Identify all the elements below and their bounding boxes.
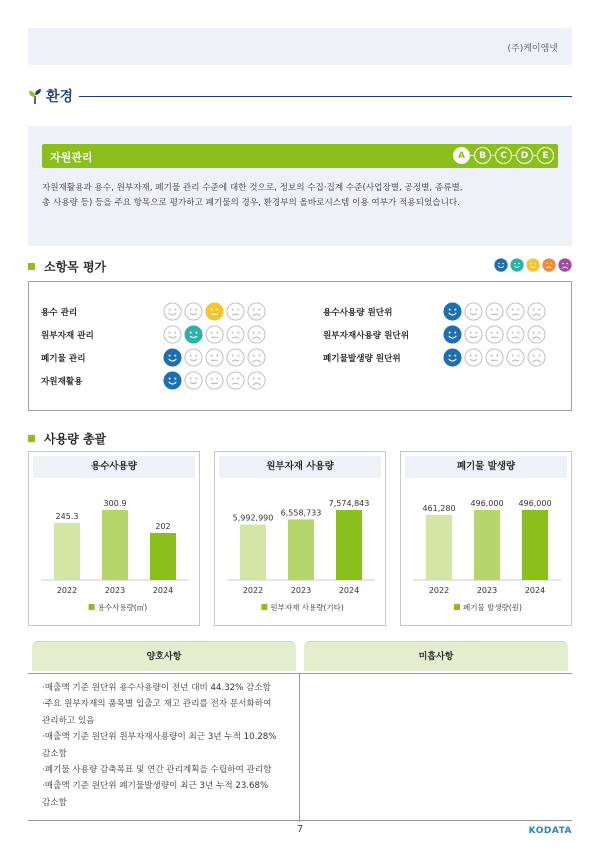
list-item: ·매출액 기준 원단위 용수사용량이 전년 대비 44.32% 감소함 xyxy=(42,683,271,693)
waste-generation-chart xyxy=(401,480,573,626)
legend-swatch xyxy=(89,604,95,610)
rating-faces xyxy=(163,371,268,390)
grade-e: E xyxy=(537,147,554,164)
bullet-square xyxy=(28,263,35,270)
data-label: 300.9 xyxy=(103,499,127,508)
data-label: 5,992,990 xyxy=(232,513,274,523)
unhappy-face-icon xyxy=(506,302,525,321)
evaluation-item-label: 폐기물 관리 xyxy=(41,354,86,364)
sad-face-icon xyxy=(527,348,546,367)
usage-title: 사용량 총괄 xyxy=(44,432,107,446)
list-item: 감소함 xyxy=(42,748,67,759)
sad-face-icon xyxy=(558,258,572,272)
data-label: 6,558,733 xyxy=(280,508,322,518)
water-usage-chart xyxy=(29,480,201,626)
company-name: (주)케이엠넷 xyxy=(507,44,558,54)
data-label: 7,574,843 xyxy=(328,499,370,508)
grade-d: D xyxy=(516,147,533,164)
very-happy-face-icon xyxy=(494,258,508,272)
bar xyxy=(150,533,176,580)
sad-face-icon xyxy=(527,302,546,321)
list-item: ·매출액 기준 원단위 폐기물발생량이 최근 3년 누적 23.68% xyxy=(42,781,269,792)
description-line: 총 사용량 등) 등을 주요 항목으로 평가하고 폐기물의 경우, 환경부의 올바로시스템 이용 여부가 적용되었습니다. xyxy=(42,198,460,208)
section-divider xyxy=(79,96,572,97)
evaluation-box xyxy=(28,281,572,411)
resource-box xyxy=(28,126,572,246)
very-happy-face-icon xyxy=(443,348,462,367)
sad-face-icon xyxy=(247,348,266,367)
unhappy-face-icon xyxy=(542,258,556,272)
face-legend xyxy=(492,258,572,272)
bar xyxy=(54,523,80,580)
kodata-logo: KODATA xyxy=(528,826,572,836)
good-list xyxy=(42,680,298,811)
resource-title-bar xyxy=(42,144,558,168)
evaluation-item-label: 폐기물발생량 원단위 xyxy=(323,354,401,364)
very-happy-face-icon xyxy=(443,302,462,321)
evaluation-item-label: 자원재활용 xyxy=(41,377,83,387)
list-item: ·매출액 기준 원단위 원부자재사용량이 최근 3년 누적 10.28% xyxy=(42,732,277,743)
bar xyxy=(336,510,362,580)
legend-label: 용수사용량(㎥) xyxy=(97,603,148,612)
x-tick-label: 2023 xyxy=(104,586,126,595)
rating-faces xyxy=(163,302,268,321)
rating-faces xyxy=(443,302,548,321)
bar xyxy=(240,525,266,580)
grade-scale xyxy=(453,147,554,164)
grade-a: A xyxy=(453,147,470,164)
unhappy-face-icon xyxy=(226,371,245,390)
data-label: 202 xyxy=(155,522,171,532)
happy-face-icon xyxy=(184,371,203,390)
bar xyxy=(474,510,500,580)
unhappy-face-icon xyxy=(506,325,525,344)
sad-face-icon xyxy=(247,302,266,321)
unhappy-face-icon xyxy=(226,325,245,344)
neutral-face-icon xyxy=(205,302,224,321)
chart-title: 폐기물 발생량 xyxy=(405,456,567,478)
grade-c: C xyxy=(495,147,512,164)
very-happy-face-icon xyxy=(443,325,462,344)
neutral-face-icon xyxy=(205,325,224,344)
unhappy-face-icon xyxy=(226,302,245,321)
legend-label: 원부자재 사용량(기타) xyxy=(270,603,344,612)
list-item: ·주요 원부자재의 품목별 입출고 재고 관리를 전자 문서화하여 xyxy=(42,699,272,710)
poor-header: 미흡사항 xyxy=(304,641,568,671)
evaluation-title: 소항목 평가 xyxy=(44,260,107,274)
section-header xyxy=(28,86,572,106)
very-happy-face-icon xyxy=(163,371,182,390)
sad-face-icon xyxy=(247,371,266,390)
happy-face-icon xyxy=(184,348,203,367)
data-label: 461,280 xyxy=(422,503,456,513)
evaluation-item-label: 원부자재사용량 원단위 xyxy=(323,331,410,341)
x-tick-label: 2022 xyxy=(428,586,450,595)
neutral-face-icon xyxy=(485,348,504,367)
bullet-square xyxy=(28,435,35,442)
evaluation-item-label: 용수 관리 xyxy=(41,308,78,318)
description-line: 자원재활용과 용수, 원부자재, 폐기물 관리 수준에 대한 것으로, 정보의 수집·집계 수준(사업장별, 공정별, 종류별, xyxy=(42,183,463,193)
section-title: 환경 xyxy=(46,89,74,105)
chart-panel-water xyxy=(28,451,200,626)
x-tick-label: 2024 xyxy=(524,586,546,595)
header-bar xyxy=(28,28,572,65)
evaluation-item-label: 원부자재 관리 xyxy=(41,331,94,341)
resource-description xyxy=(42,181,558,211)
chart-title: 용수사용량 xyxy=(33,456,195,478)
neutral-face-icon xyxy=(205,348,224,367)
rating-faces xyxy=(163,348,268,367)
table-body xyxy=(28,673,572,821)
happy-face-icon xyxy=(464,348,483,367)
evaluation-header xyxy=(28,258,106,275)
bar xyxy=(426,515,452,580)
neutral-face-icon xyxy=(526,258,540,272)
rating-faces xyxy=(443,325,548,344)
bar xyxy=(288,519,314,580)
chart-panel-waste xyxy=(400,451,572,626)
happy-face-icon xyxy=(464,302,483,321)
x-tick-label: 2022 xyxy=(56,586,78,595)
grade-b: B xyxy=(474,147,491,164)
bar xyxy=(102,510,128,580)
list-item: 관리하고 있음 xyxy=(42,715,95,726)
sprout-icon xyxy=(28,88,42,104)
unhappy-face-icon xyxy=(226,348,245,367)
usage-header xyxy=(28,430,106,447)
list-item: ·폐기물 사용량 감축목표 및 연간 관리계획을 수립하여 관리함 xyxy=(42,765,272,776)
unhappy-face-icon xyxy=(506,348,525,367)
sad-face-icon xyxy=(527,325,546,344)
page-number: 7 xyxy=(296,824,304,835)
resource-title: 자원관리 xyxy=(50,151,93,164)
x-tick-label: 2023 xyxy=(290,586,312,595)
x-tick-label: 2024 xyxy=(152,586,174,595)
evaluation-item-label: 용수사용량 원단위 xyxy=(323,308,393,318)
legend-label: 폐기물 발생량(원) xyxy=(463,603,522,612)
sad-face-icon xyxy=(247,325,266,344)
legend-swatch xyxy=(261,604,267,610)
neutral-face-icon xyxy=(205,371,224,390)
assessment-table xyxy=(28,641,572,821)
happy-face-icon xyxy=(184,302,203,321)
x-tick-label: 2024 xyxy=(338,586,360,595)
legend-swatch xyxy=(454,604,460,610)
chart-panel-material xyxy=(214,451,386,626)
happy-face-icon xyxy=(510,258,524,272)
bar xyxy=(522,510,548,580)
data-label: 496,000 xyxy=(470,499,504,508)
list-item: 감소함 xyxy=(42,797,67,808)
material-usage-chart xyxy=(215,480,387,626)
chart-title: 원부자재 사용량 xyxy=(219,456,381,478)
good-header: 양호사항 xyxy=(32,641,296,671)
rating-faces xyxy=(443,348,548,367)
happy-face-icon xyxy=(184,325,203,344)
data-label: 496,000 xyxy=(518,499,552,508)
x-tick-label: 2022 xyxy=(242,586,264,595)
very-happy-face-icon xyxy=(163,348,182,367)
happy-face-icon xyxy=(464,325,483,344)
x-tick-label: 2023 xyxy=(476,586,498,595)
neutral-face-icon xyxy=(485,325,504,344)
very-happy-face-icon xyxy=(163,325,182,344)
very-happy-face-icon xyxy=(163,302,182,321)
neutral-face-icon xyxy=(485,302,504,321)
column-divider xyxy=(299,674,300,822)
data-label: 245.3 xyxy=(55,511,79,521)
rating-faces xyxy=(163,325,268,344)
